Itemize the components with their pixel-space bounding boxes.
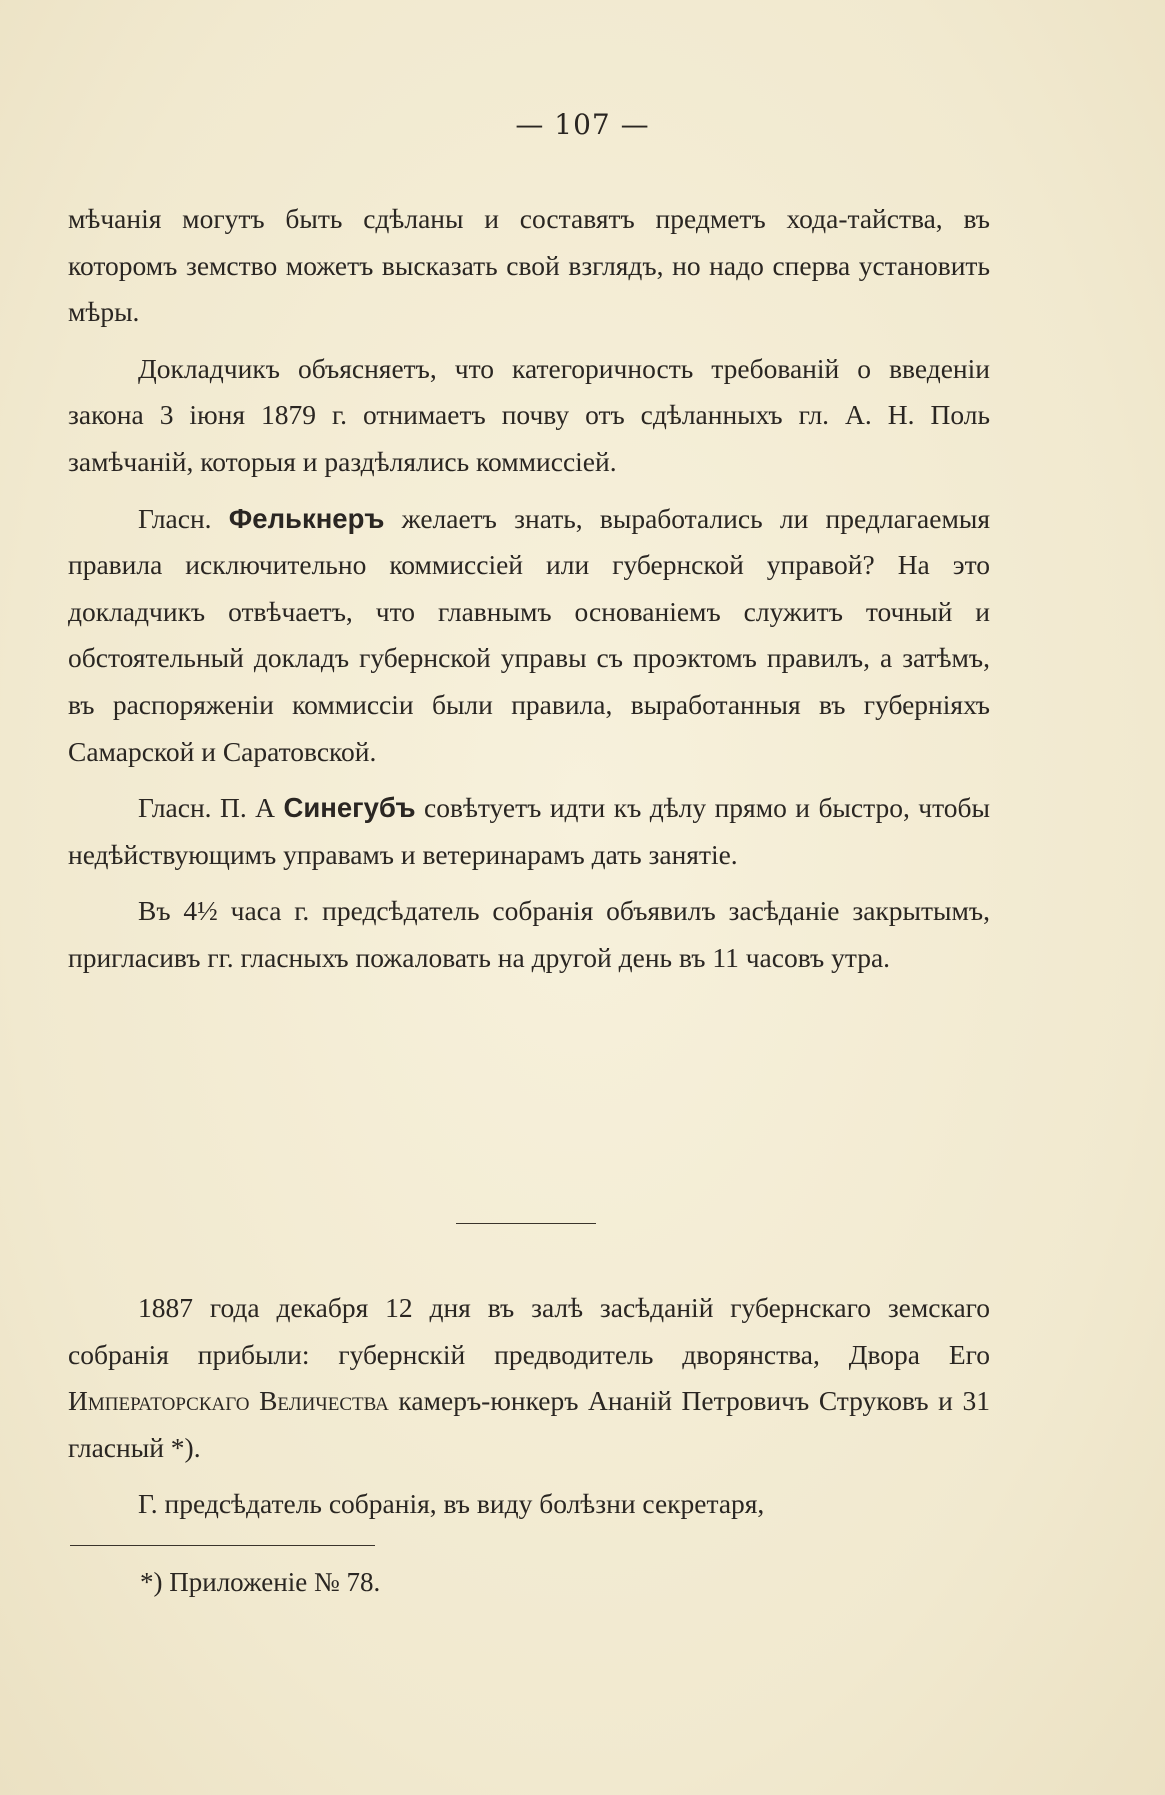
paragraph-closing: Въ 4½ часа г. предсѣдатель собранія объявилъ засѣданіе закрытымъ, пригласивъ гг. гласныхъ пожаловать на другой день въ 11 часовъ утра. [68, 895, 990, 973]
main-text [68, 196, 990, 982]
felkner-text: желаетъ знать, выработались ли предлагаемыя правила исключительно коммиссіей или губернской управой? На это докладчикъ отвѣчаетъ, что главнымъ основаніемъ служитъ точный и обстоятельный докладъ губернской управы съ проэктомъ правилъ, а затѣмъ, въ распоряженіи коммиссіи были правила, выработанныя въ губерніяхъ Самарской и Саратовской. [68, 502, 990, 767]
speaker-name-sinegub: Синегубъ [283, 792, 416, 824]
paragraph-session [68, 1285, 990, 1471]
session-text-end: камеръ-юнкеръ Ананій Петровичъ Струковъ и 31 гласный *). [68, 1385, 990, 1463]
session-text [68, 1285, 990, 1528]
sinegub-text: совѣтуетъ идти къ дѣлу прямо и быстро, чтобы недѣйствующимъ управамъ и ветеринарамъ дать занятіе. [68, 792, 990, 870]
session-text-start: 1887 года декабря 12 дня въ залѣ засѣданій губернскаго земскаго собранія прибыли: губернскій предводитель дворянства, Двора Его [68, 1292, 990, 1370]
paragraph-last-line: Г. предсѣдатель собранія, въ виду болѣзни секретаря, [138, 1488, 765, 1520]
paragraph-sinegub [68, 785, 990, 878]
speaker-name-felkner: Фелькнеръ [228, 502, 385, 534]
paragraph-felkner [68, 496, 990, 776]
page-number: — 107 — [515, 108, 650, 141]
section-divider [456, 1223, 596, 1224]
paragraph-1: мѣчанія могутъ быть сдѣланы и составятъ предметъ хода-тайства, въ которомъ земство можетъ высказать свой взглядъ, но надо сперва установить мѣры. [68, 203, 990, 328]
session-smallcaps: Императорскаго Величества [68, 1385, 389, 1417]
paragraph-2: Докладчикъ объясняетъ, что категоричность требованій о введеніи закона 3 іюня 1879 г. отнимаетъ почву отъ сдѣланныхъ гл. А. Н. Поль замѣчаній, которыя и раздѣлялись коммиссіей. [68, 352, 990, 477]
footnote: *) Приложеніе № 78. [140, 1567, 381, 1597]
footnote-rule [70, 1545, 375, 1546]
sinegub-prefix: Гласн. П. А [138, 792, 284, 824]
felkner-prefix: Гласн. [138, 502, 229, 534]
